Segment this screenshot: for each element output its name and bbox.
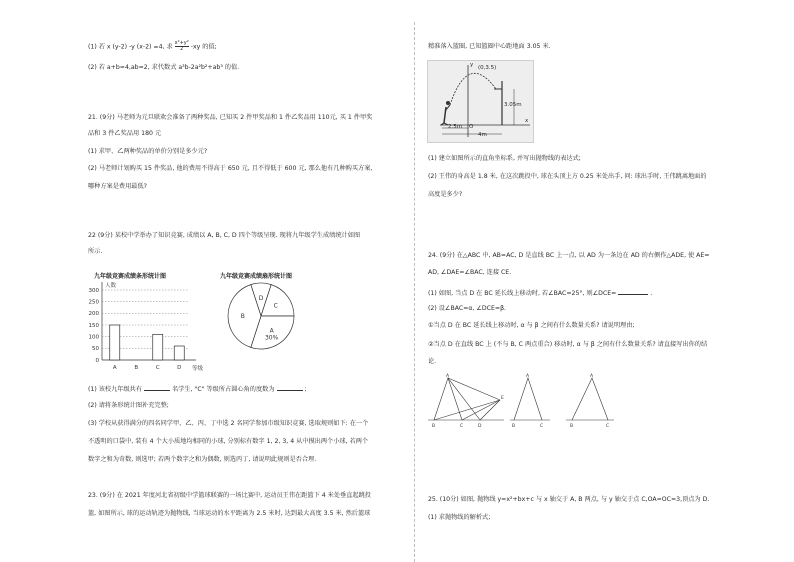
q20-fraction-denominator: 2 — [180, 46, 184, 52]
q21-part2-line1: (2) 马老师计划购买 15 件奖品, 他的费用不得高于 650 元, 且不得低于 600 元, 那么他有几种购买方案, — [88, 165, 373, 172]
pie-chart-title: 九年级竞赛成绩扇形统计图 — [220, 273, 293, 280]
bar-y-tick-label: 200 — [88, 311, 99, 318]
q20-fraction — [175, 41, 189, 52]
q24-stem-line1: 24. (9分) 在△ABC 中, AB=AC, D 是直线 BC 上一点, 以 AD 为一条边在 AD 的右侧作△ADE, 使 AE= — [428, 252, 710, 259]
q25-part1: (1) 求抛物线的解析式; — [428, 514, 491, 521]
q22-stem-line1: 22 (9分) 某校中学举办了知识竞赛, 成绩以 A, B, C, D 四个等级呈现. 现将九年级学生成绩统计如图 — [88, 232, 361, 239]
q22-part3-line2: 不透明的口袋中, 装有 4 个大小质地均相同的小球, 分别标有数字 1, 2, 3, 4 从中摸出两个小球, 若两个 — [88, 438, 369, 445]
pie-slice-a-percent: 30% — [264, 334, 279, 342]
q24-part1 — [428, 288, 652, 298]
photo-point-label: (0,3.5) — [478, 65, 497, 71]
q21-stem-line2: 品和 3 件乙奖品用 180 元 — [88, 130, 162, 137]
triangle-figure-3 — [566, 378, 614, 420]
svg-text:E: E — [501, 396, 504, 401]
column-divider — [414, 22, 415, 562]
q23-part2-line1: (2) 王伟的身高是 1.8 米, 在这次跳投中, 球在头顶上方 0.25 米处出手, 问: 球出手时, 王伟跳离地面的 — [428, 173, 707, 180]
bar-y-tick-label: 250 — [88, 299, 99, 306]
svg-text:B: B — [570, 424, 574, 429]
bar-A — [110, 325, 120, 360]
photo-x-axis-label: x — [525, 118, 529, 124]
svg-text:A: A — [526, 374, 530, 379]
bar-y-axis-title: 人数 — [105, 283, 117, 289]
q23-stem-line2: 篮, 如图所示, 球的运动轨迹为抛物线, 当球运动的水平距离为 2.5 米时, 达到最大高度 3.5 米, 然后篮球 — [88, 510, 371, 517]
bar-x-tick-label: C — [155, 365, 160, 371]
q23-stem-line1: 23. (9分) 在 2021 年度河北省初级中学篮球联赛的一场比赛中, 运动员王伟在距篮下 4 米处垂直起跳投 — [88, 492, 371, 499]
bar-x-axis-title: 等级 — [192, 366, 204, 372]
answer-blank-angle[interactable] — [277, 384, 303, 391]
bar-D — [174, 346, 184, 360]
q22-part1-text-a: (1) 该校九年级共有 — [88, 386, 143, 393]
q24-part2-ii-line1: ②当点 D 在直线 BC 上 (不与 B, C 两点重合) 移动时, α 与 β 之间有什么数量关系? 请直接写出你的结 — [428, 341, 708, 348]
svg-text:C: C — [540, 424, 544, 429]
q22-part2: (2) 请将条形统计图补充完整; — [88, 402, 169, 409]
q22-part3-line1: (3) 学校从获得满分的四名同学甲、乙、丙、丁中选 2 名同学参加市级知识竞赛, 选取规则如下: 在一个 — [88, 420, 369, 427]
bar-x-tick-label: A — [112, 365, 117, 371]
q22-part3-line3: 数字之和为奇数, 则选甲; 若两个数字之和为偶数, 则选丙丁, 请说明此规则是否合理. — [88, 456, 317, 463]
triangle-figure-1 — [428, 378, 504, 420]
pie-chart — [225, 280, 297, 352]
q22-part1 — [88, 384, 307, 394]
q22-stem-line2: 所示. — [88, 248, 103, 255]
bar-chart — [80, 278, 206, 376]
q22-part1-text-c: ; — [304, 386, 307, 393]
bar-x-tick-label: B — [134, 365, 139, 371]
bar-y-tick-label: 150 — [88, 322, 99, 329]
basketball-figure — [427, 60, 534, 143]
bar-y-tick-label: 0 — [95, 357, 99, 364]
photo-distance-2-5-label: 2.5m — [448, 124, 463, 130]
q24-stem-line2: AD, ∠DAE=∠BAC, 连接 CE. — [428, 269, 512, 276]
q25-stem: 25. (10分) 如图, 抛物线 y=x²+bx+c 与 x 轴交于 A, B 两点, 与 y 轴交于点 C,OA=OC=3,顶点为 D. — [428, 496, 710, 503]
q22-part1-text-b: 名学生, "C" 等级所占圆心角的度数为 — [171, 386, 275, 393]
q21-stem-line1: 21. (9分) 马老师为元旦联欢会准备了两种奖品, 已知买 2 件甲奖品和 1 件乙奖品用 110元, 买 1 件甲奖 — [88, 114, 373, 121]
photo-hoop-height-label: 3.05m — [504, 102, 522, 108]
bar-y-tick-label: 50 — [92, 346, 99, 353]
svg-text:A: A — [446, 374, 450, 379]
svg-text:C: C — [460, 424, 464, 429]
pie-slice-label: B — [240, 313, 245, 320]
q20-fraction-numerator: x²+y² — [174, 40, 189, 46]
q24-part2: (2) 设∠BAC=α, ∠DCE=β. — [428, 305, 506, 312]
q23-continued: 精准落入篮圈, 已知篮圈中心距地面 3.05 米. — [428, 43, 551, 50]
q21-part1: (1) 求甲、乙两种奖品的单价分别是多少元? — [88, 148, 208, 155]
triangle-figure-2 — [510, 378, 550, 420]
bar-y-tick-label: 100 — [88, 334, 99, 341]
q20-part1-tail: -xy 的值; — [190, 43, 217, 51]
q24-part2-i: ①当点 D 在 BC 延长线上移动时, α 与 β 之间有什么数量关系? 请说明理由; — [428, 322, 635, 329]
answer-blank-total[interactable] — [144, 384, 170, 391]
pie-slice-label: D — [258, 294, 264, 302]
q23-part1: (1) 建立如图所示的直角坐标系, 并写出抛物线的表达式; — [428, 155, 581, 162]
svg-text:B: B — [512, 424, 516, 429]
photo-y-axis-label: y — [470, 62, 474, 68]
q24-part1-end: . — [650, 290, 653, 297]
svg-text:C: C — [606, 424, 610, 429]
q21-part2-line2: 哪种方案是费用最低? — [88, 183, 147, 190]
q23-part2-line2: 高度是多少? — [428, 191, 463, 198]
svg-text:B: B — [432, 424, 436, 429]
answer-blank-dce[interactable] — [618, 288, 648, 295]
photo-distance-4-label: 4m — [478, 132, 487, 138]
pie-slice-label: A — [269, 327, 274, 335]
bar-C — [153, 334, 163, 360]
q24-part2-ii-line2: 论. — [428, 358, 437, 365]
q24-part1-text: (1) 如图, 当点 D 在 BC 延长线上移动时, 若∠BAC=25°, 则∠DCE= — [428, 290, 617, 297]
triangle-figures — [426, 372, 616, 432]
bar-chart-title: 九年级竞赛成绩条形统计图 — [94, 273, 167, 280]
q20-part1-text: (1) 若 x (y-2) -y (x-2) =4, 求 — [88, 43, 173, 51]
svg-text:A: A — [590, 374, 594, 379]
q20-part1 — [88, 41, 217, 52]
svg-text:D: D — [478, 424, 482, 429]
q20-part2: (2) 若 a+b=4,ab=2, 求代数式 a³b-2a²b²+ab³ 的值. — [88, 64, 240, 71]
pie-slice-label: C — [273, 302, 278, 310]
photo-origin-label: O — [469, 124, 474, 130]
bar-y-tick-label: 300 — [88, 287, 99, 294]
bar-x-tick-label: D — [177, 365, 182, 371]
